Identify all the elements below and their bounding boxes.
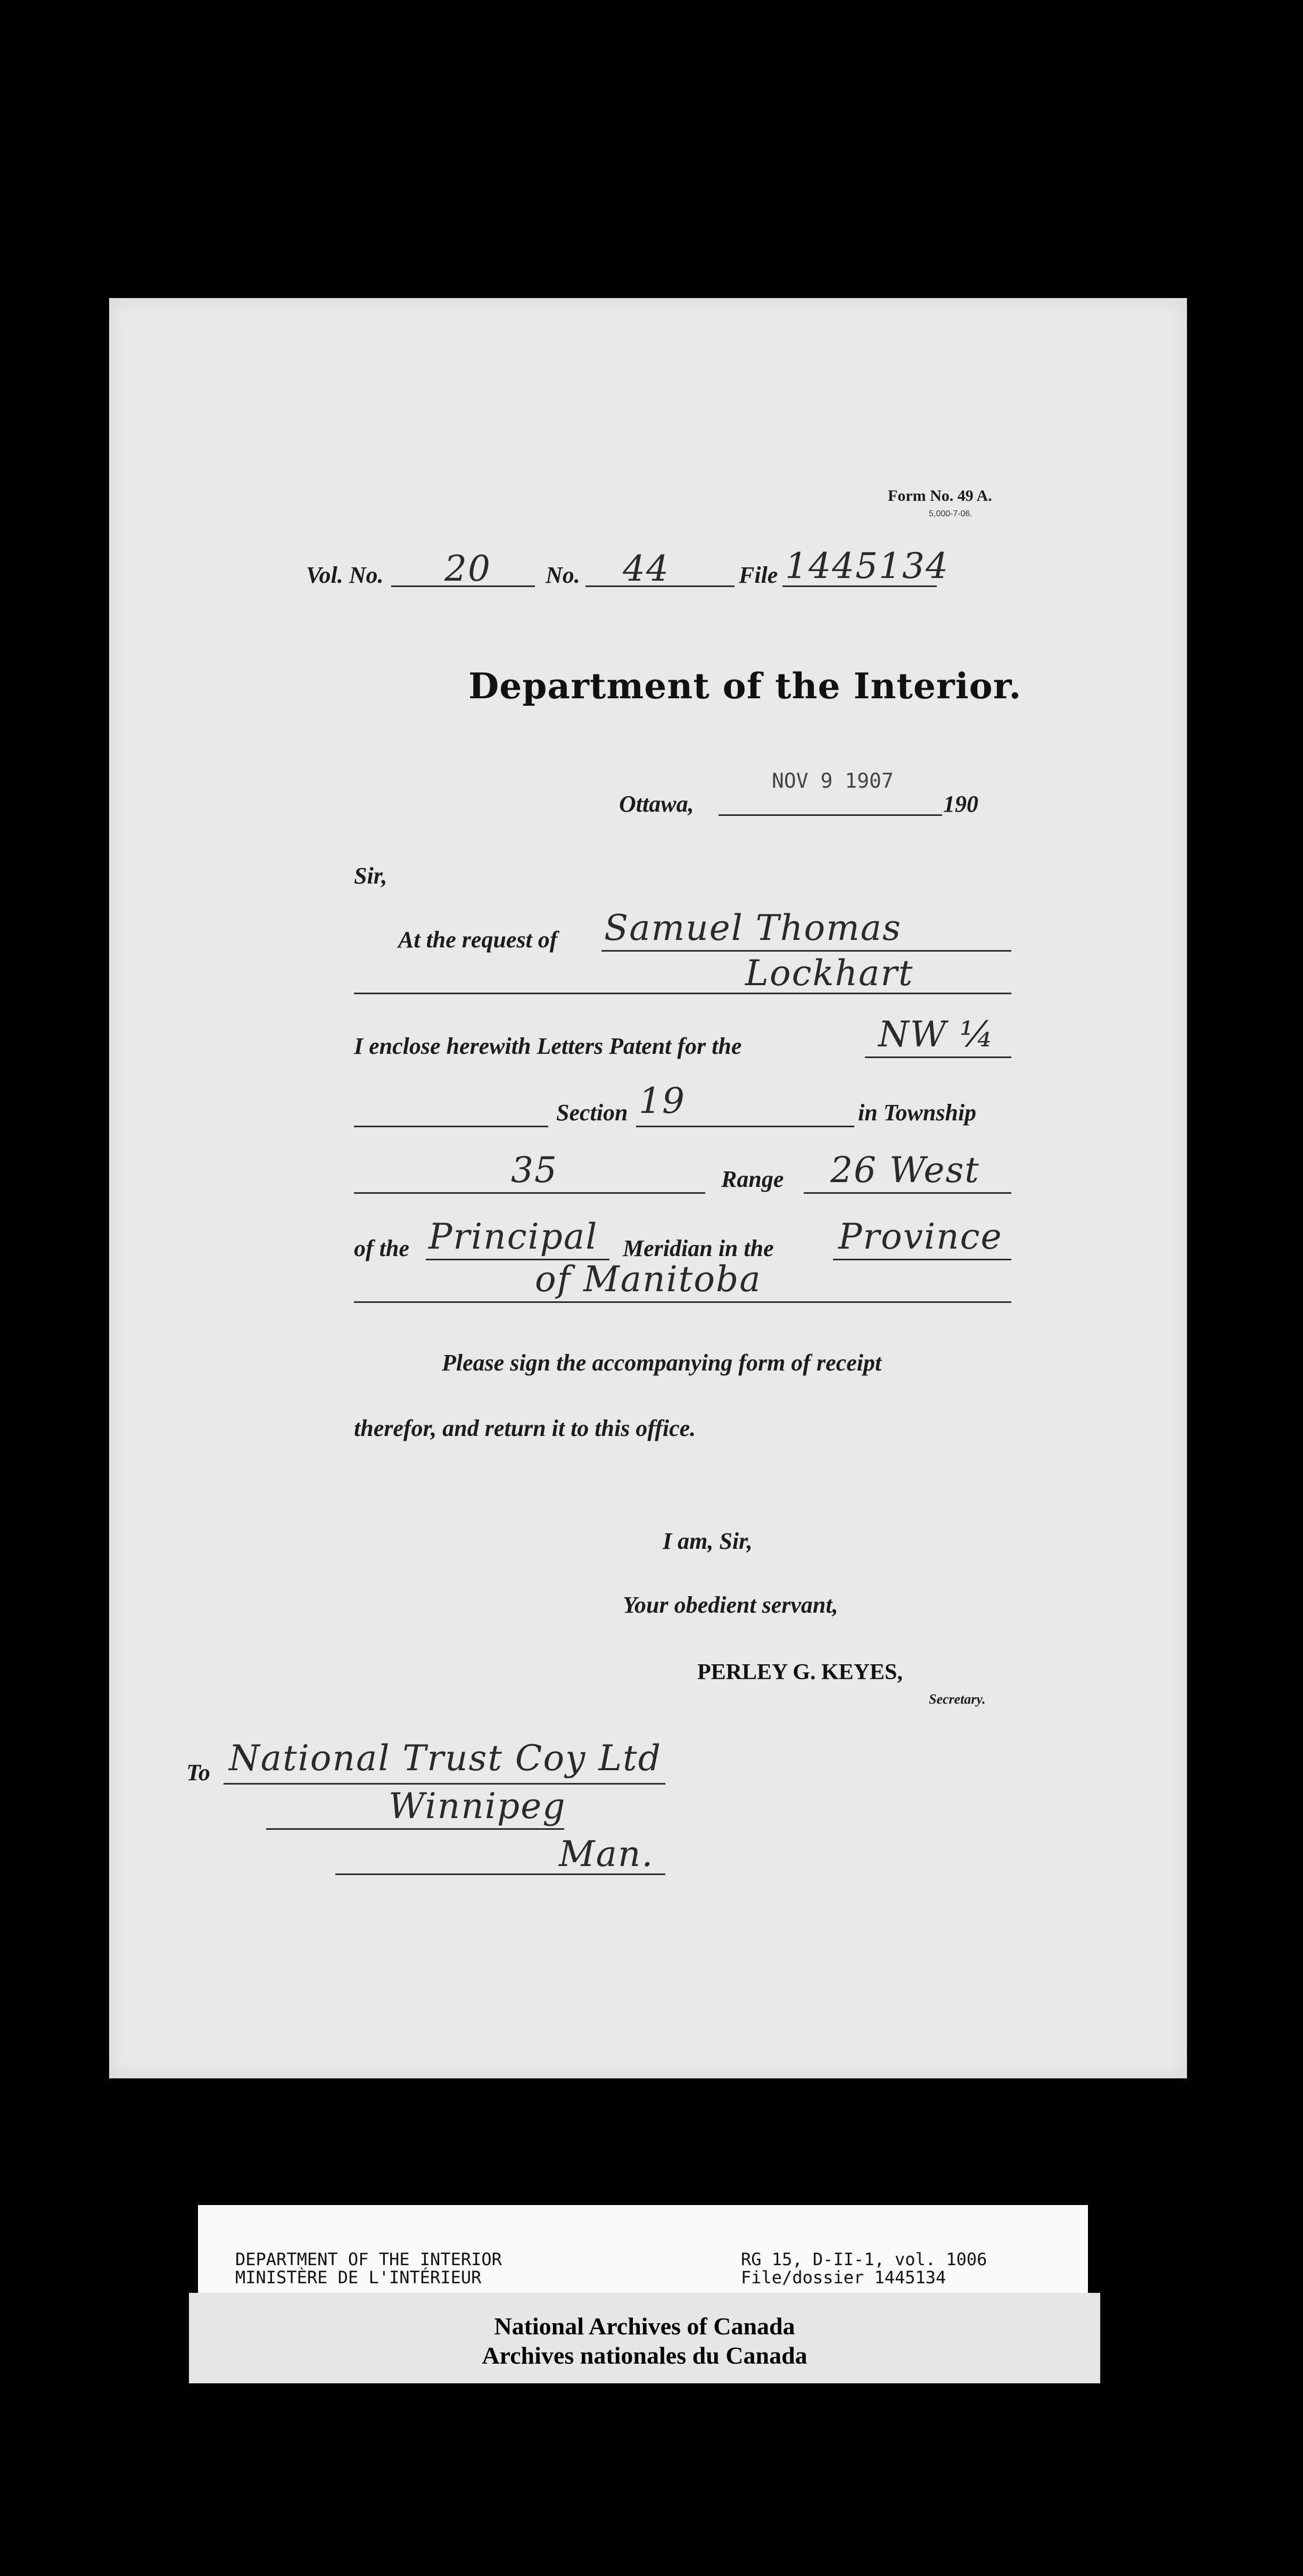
form-number: Form No. 49 A. (888, 487, 992, 505)
address-underline-1 (224, 1783, 665, 1785)
closing-line-2: Your obedient servant, (623, 1592, 838, 1618)
vol-value: 20 (444, 548, 491, 589)
archive-name-strip (189, 2293, 1100, 2383)
print-code: 5,000-7-06. (929, 509, 972, 518)
section-leading-line (354, 1126, 548, 1127)
closing-line-1: I am, Sir, (663, 1528, 753, 1554)
to-label: To (186, 1760, 210, 1786)
range-label: Range (721, 1166, 784, 1192)
township-underline (354, 1192, 705, 1194)
department-title: Department of the Interior. (468, 665, 1022, 707)
date-underline (719, 814, 942, 816)
address-line-1: National Trust Coy Ltd (229, 1738, 662, 1779)
signer-title: Secretary. (929, 1691, 986, 1707)
section-value: 19 (639, 1080, 686, 1121)
province-value-1: Province (838, 1216, 1003, 1257)
address-line-2: Winnipeg (389, 1786, 566, 1827)
province-value-2: of Manitoba (535, 1259, 762, 1300)
date-year-suffix: 190 (943, 791, 978, 817)
receipt-line-2: therefor, and return it to this office. (354, 1415, 696, 1441)
requester-name-1: Samuel Thomas (604, 907, 902, 948)
province-underline-2 (354, 1301, 1011, 1303)
requester-underline-1 (601, 950, 1011, 952)
department-english: DEPARTMENT OF THE INTERIOR (235, 2249, 502, 2269)
archives-english: National Archives of Canada (494, 2313, 795, 2340)
archive-reference-strip (198, 2205, 1088, 2293)
no-label: No. (546, 562, 580, 588)
range-value: 26 West (830, 1150, 980, 1191)
of-the-label: of the (354, 1235, 409, 1261)
range-underline (804, 1192, 1011, 1194)
requester-name-2: Lockhart (745, 953, 914, 994)
archive-file-number: File/dossier 1445134 (741, 2267, 946, 2288)
receipt-line-1: Please sign the accompanying form of receipt (442, 1350, 882, 1376)
section-label: Section (556, 1100, 628, 1126)
quarter-underline (865, 1056, 1011, 1058)
address-underline-2 (266, 1828, 564, 1830)
address-line-3: Man. (559, 1834, 654, 1875)
no-value: 44 (623, 548, 670, 589)
department-french: MINISTÈRE DE L'INTÉRIEUR (235, 2267, 482, 2288)
date-stamp: NOV 9 1907 (772, 769, 894, 792)
section-underline (636, 1126, 854, 1127)
meridian-value: Principal (428, 1216, 598, 1257)
vol-label: Vol. No. (306, 562, 384, 588)
salutation: Sir, (354, 863, 387, 889)
signer-name: PERLEY G. KEYES, (697, 1660, 903, 1685)
request-label: At the request of (398, 927, 558, 953)
file-label: File (739, 562, 778, 588)
meridian-label: Meridian in the (623, 1235, 774, 1261)
archive-reference-number: RG 15, D-II-1, vol. 1006 (741, 2249, 987, 2269)
township-value: 35 (511, 1150, 558, 1191)
file-value: 1445134 (785, 546, 949, 587)
quarter-value: NW ¼ (878, 1014, 995, 1055)
township-label: in Township (858, 1100, 977, 1126)
enclose-text: I enclose herewith Letters Patent for the (354, 1033, 742, 1059)
date-place: Ottawa, (619, 791, 694, 817)
province-underline-1 (833, 1259, 1011, 1260)
archives-french: Archives nationales du Canada (482, 2342, 807, 2369)
